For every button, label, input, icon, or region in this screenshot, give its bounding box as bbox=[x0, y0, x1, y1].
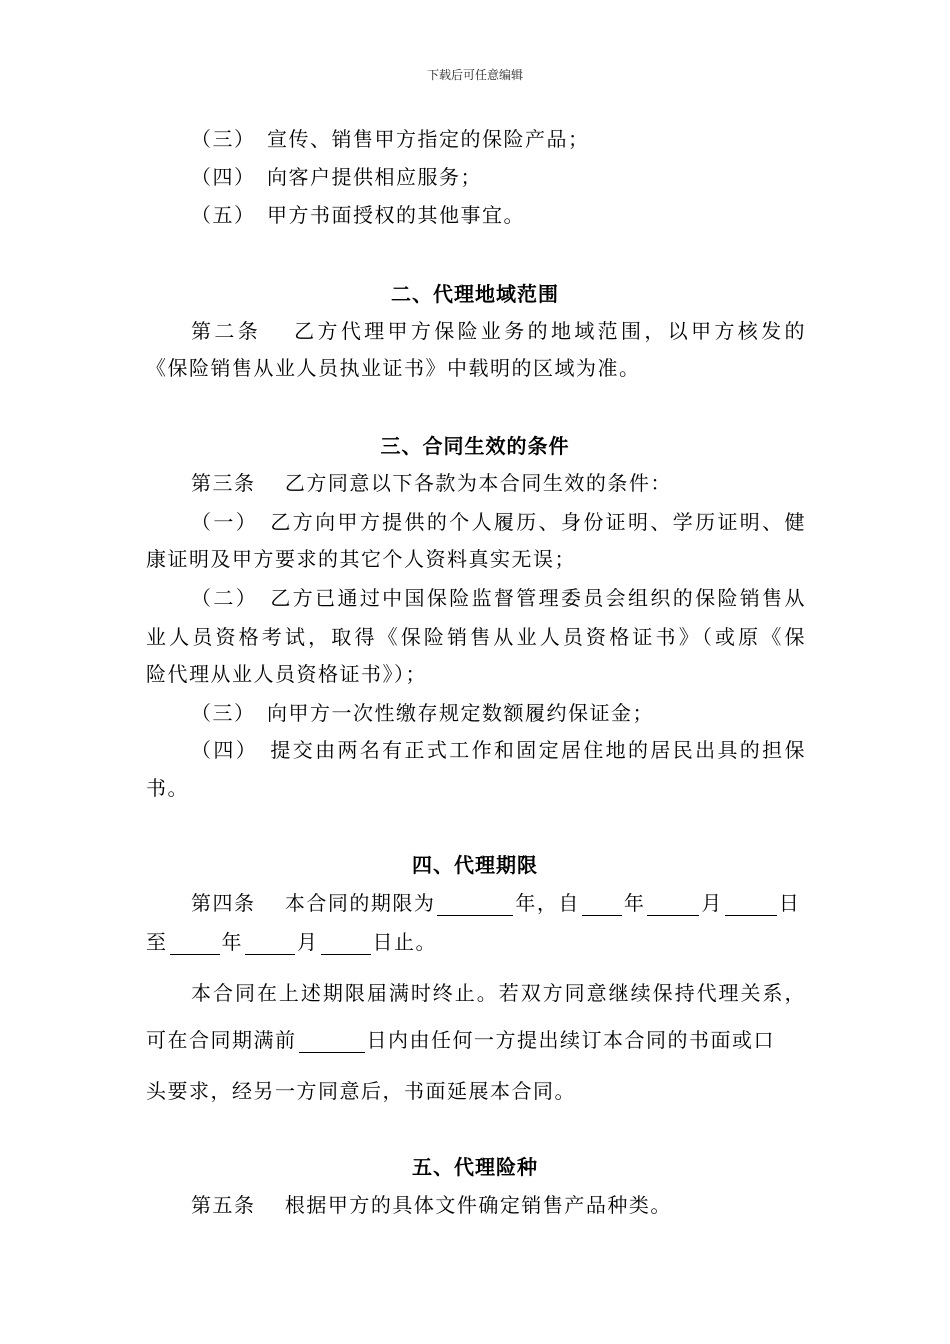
paragraph-line: 业人员资格考试，取得《保险销售从业人员资格证书》（或原《保 bbox=[146, 625, 806, 649]
term-line bbox=[146, 929, 806, 955]
blank-field bbox=[299, 1032, 365, 1053]
term-text: 可在合同期满前 bbox=[146, 1028, 297, 1052]
term-text: 日止。 bbox=[372, 930, 437, 954]
paragraph-line: 康证明及甲方要求的其它个人资料真实无误； bbox=[146, 547, 576, 571]
paragraph-line: 书。 bbox=[146, 776, 189, 800]
paragraph-line: 头要求，经另一方同意后，书面延展本合同。 bbox=[146, 1079, 576, 1103]
term-text: 日 bbox=[778, 891, 801, 915]
blank-field bbox=[725, 895, 777, 916]
list-item: （二） 乙方已通过中国保险监督管理委员会组织的保险销售从 bbox=[191, 586, 806, 610]
term-text: 第四条 本合同的期限为 bbox=[191, 891, 436, 915]
blank-field bbox=[437, 895, 513, 916]
section-heading: 三、合同生效的条件 bbox=[380, 434, 570, 458]
paragraph-line: 第二条 乙方代理甲方保险业务的地域范围，以甲方核发的 bbox=[191, 319, 806, 343]
blank-field bbox=[321, 934, 371, 955]
term-text: 月 bbox=[701, 891, 723, 915]
list-item: （四） 提交由两名有正式工作和固定居住地的居民出具的担保 bbox=[191, 738, 806, 762]
term-text: 至 bbox=[146, 930, 168, 954]
blank-field bbox=[245, 934, 295, 955]
blank-field bbox=[647, 895, 699, 916]
section-heading: 五、代理险种 bbox=[412, 1155, 538, 1179]
section-heading: 二、代理地域范围 bbox=[391, 282, 559, 306]
term-text: 年 bbox=[623, 891, 646, 915]
paragraph-line bbox=[146, 1027, 806, 1053]
section-heading: 四、代理期限 bbox=[412, 853, 538, 877]
paragraph-line: 第五条 根据甲方的具体文件确定销售产品种类。 bbox=[191, 1193, 672, 1217]
term-text: 日内由任何一方提出续订本合同的书面或口 bbox=[366, 1028, 775, 1052]
list-item: （三） 宣传、销售甲方指定的保险产品； bbox=[191, 127, 590, 151]
list-item: （四） 向客户提供相应服务； bbox=[191, 165, 482, 189]
paragraph-line: 本合同在上述期限届满时终止。若双方同意继续保持代理关系， bbox=[191, 981, 806, 1005]
term-text: 月 bbox=[297, 930, 319, 954]
paragraph-line: 险代理从业人员资格证书》）； bbox=[146, 662, 427, 686]
page-header: 下载后可任意编辑 bbox=[426, 68, 523, 82]
list-item: （一） 乙方向甲方提供的个人履历、身份证明、学历证明、健 bbox=[191, 510, 806, 534]
paragraph-line: 第三条 乙方同意以下各款为本合同生效的条件： bbox=[191, 471, 672, 495]
blank-field bbox=[170, 934, 220, 955]
term-text: 年 bbox=[221, 930, 243, 954]
paragraph-line: 《保险销售从业人员执业证书》中载明的区域为准。 bbox=[146, 356, 641, 380]
term-line bbox=[191, 890, 806, 916]
term-text: 年，自 bbox=[515, 891, 580, 915]
list-item: （三） 向甲方一次性缴存规定数额履约保证金； bbox=[191, 701, 654, 725]
blank-field bbox=[582, 895, 622, 916]
list-item: （五） 甲方书面授权的其他事宜。 bbox=[191, 203, 525, 227]
